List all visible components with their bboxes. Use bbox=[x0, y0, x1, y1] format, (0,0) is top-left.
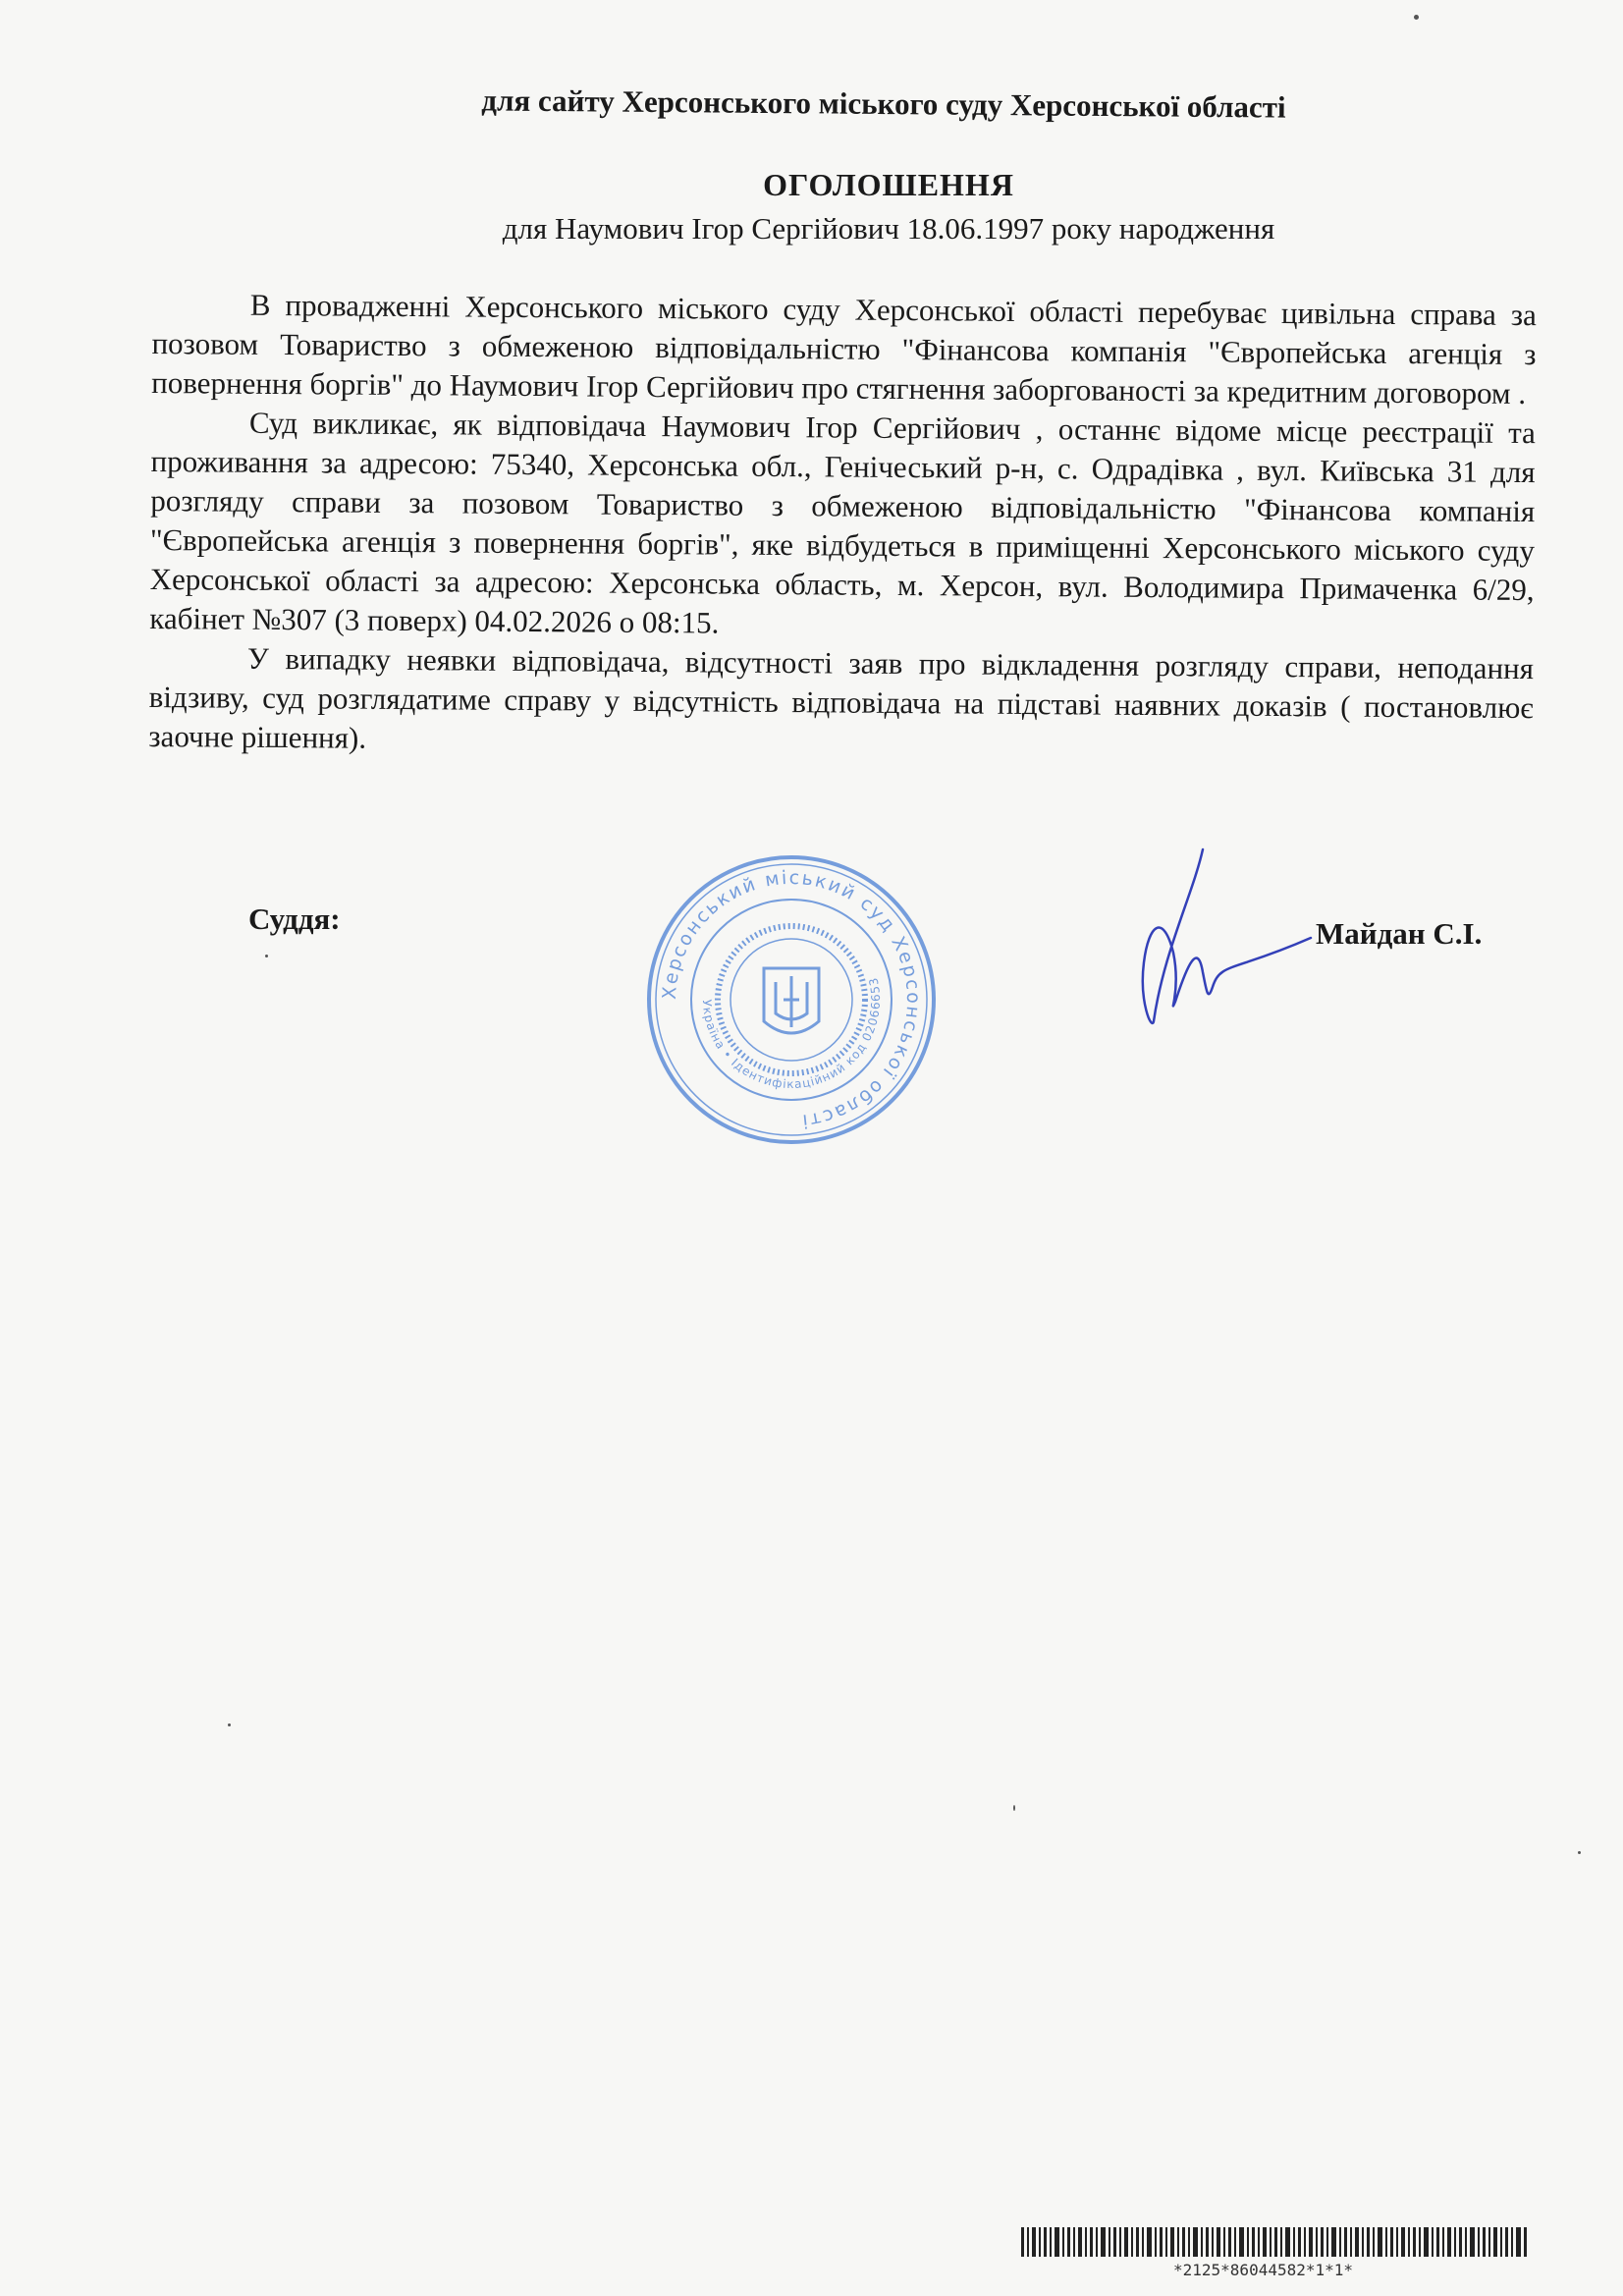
scan-speck bbox=[1414, 15, 1419, 20]
seal-outer-text: Херсонський міський суд Херсонської області bbox=[658, 866, 925, 1132]
document-subtitle: для Наумович Ігор Сергійович 18.06.1997 року народження bbox=[502, 211, 1275, 246]
scan-speck bbox=[228, 1723, 231, 1726]
document-body bbox=[148, 285, 1537, 767]
scan-speck bbox=[1013, 1805, 1015, 1811]
paragraph-proceedings: В провадженні Херсонського міського суду Херсонської області перебуває цивільна справа за позовом Товариство з обмеженою відповідальністю "Фінансова компанія "Європейська агенція з повернення боргів" до Наумович Ігор Сергійович про стягнення заборгованості за кредитним договором . bbox=[151, 287, 1537, 410]
scan-speck bbox=[1578, 1851, 1581, 1854]
paragraph-summons: Суд викликає, як відповідача Наумович Ігор Сергійович , останнє відоме місце реєстрації та проживання за адресою: 75340, Херсонська обл., Генічеський р-н, с. Одрадівка , вул. Київська 31 для розгляду справи за позовом Товариство з обмеженою відповідальністю "Фінансова компанія "Європейська агенція з повернення боргів", яке відбудеться в приміщенні Херсонського міського суду Херсонської області за адресою: Херсонська область, м. Херсон, вул. Володимира Примаченка 6/29, кабінет №307 (3 поверх) 04.02.2026 о 08:15. bbox=[149, 405, 1536, 640]
judge-signature bbox=[1105, 845, 1330, 1041]
barcode-text: *2125*86044582*1*1* bbox=[1173, 2261, 1354, 2279]
seal-inner-text: Україна • Ідентифікаційний код 02066653 bbox=[699, 975, 884, 1092]
document-title: ОГОЛОШЕННЯ bbox=[763, 167, 1014, 202]
document-barcode bbox=[1021, 2227, 1532, 2257]
paragraph-default-judgment: У випадку неявки відповідача, відсутності заяв про відкладення розгляду справи, неподання відзиву, суд розглядатиме справу у відсутність відповідача на підставі наявних доказів ( постановлює заочне рішення). bbox=[148, 640, 1535, 755]
judge-label: Суддя: bbox=[248, 902, 341, 936]
scan-speck bbox=[265, 955, 268, 957]
judge-name: Майдан С.І. bbox=[1316, 916, 1483, 951]
court-seal-stamp bbox=[644, 852, 939, 1147]
document-header: для сайту Херсонського міського суду Херсонської області bbox=[481, 82, 1286, 125]
trident-emblem-icon bbox=[764, 968, 819, 1033]
